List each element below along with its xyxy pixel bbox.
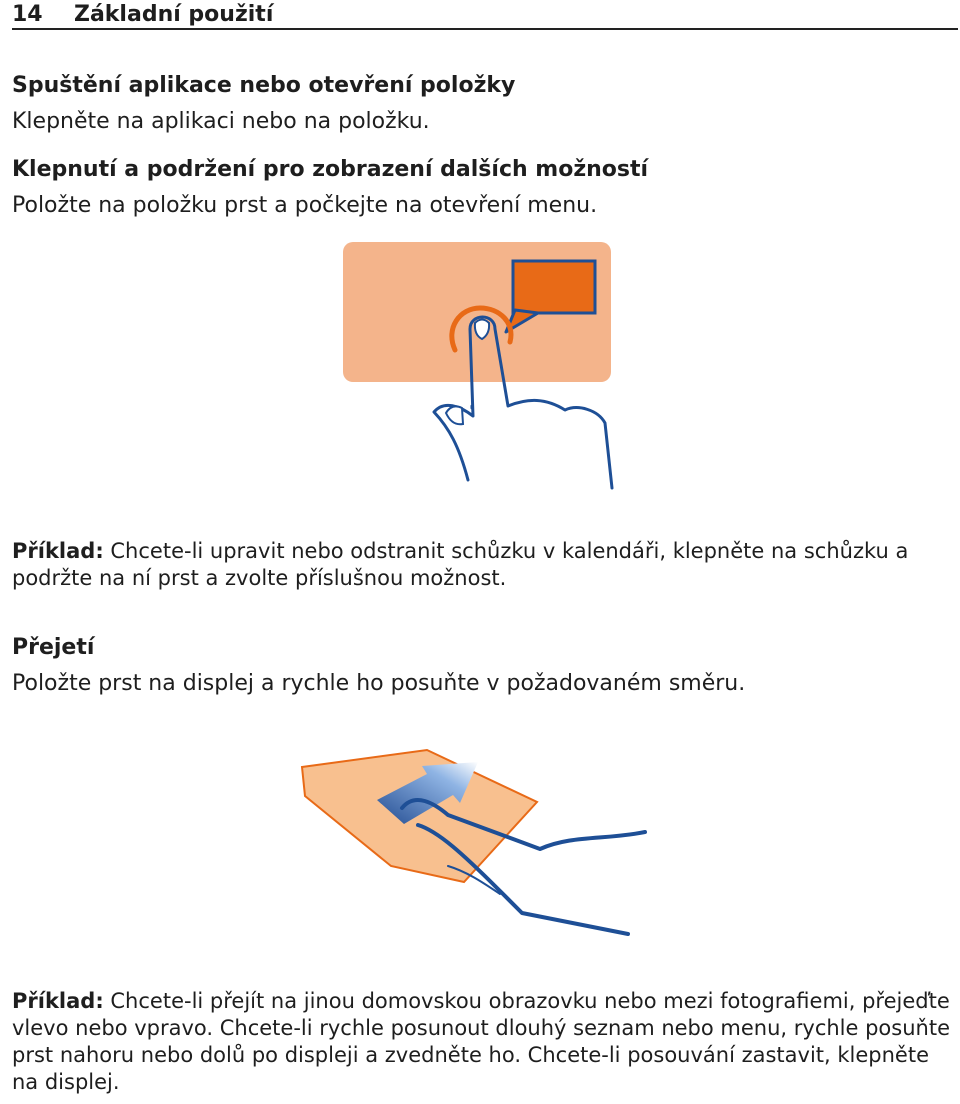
open-item-heading: Spuštění aplikace nebo otevření položky — [12, 73, 516, 98]
swipe-card — [302, 750, 537, 882]
example-label: Příklad: — [12, 989, 104, 1013]
page-header — [12, 0, 958, 30]
tap-hold-body: Položte na položku prst a počkejte na otevření menu. — [12, 193, 598, 218]
example-text: Chcete-li upravit nebo odstranit schůzku v kalendáři, klepněte na schůzku a podržte na ní prst a zvolte příslušnou možnost. — [12, 539, 909, 590]
tap-hold-example — [12, 538, 952, 592]
example-label: Příklad: — [12, 539, 104, 563]
open-item-body: Klepněte na aplikaci nebo na položku. — [12, 109, 430, 134]
popup-bubble — [513, 261, 595, 313]
example-text: Chcete-li přejít na jinou domovskou obrazovku nebo mezi fotografiemi, přejeďte vlevo nebo vpravo. Chcete-li rychle posunout dlouhý seznam nebo menu, rychle posuňte prst nahoru nebo dolů po displeji a zvedněte ho. Chcete-li posouvání zastavit, klepněte na displej. — [12, 989, 950, 1094]
swipe-example — [12, 988, 952, 1096]
chapter-title: Základní použití — [74, 2, 274, 27]
page-number: 14 — [12, 2, 43, 27]
tap-hold-heading: Klepnutí a podržení pro zobrazení dalších možností — [12, 157, 649, 182]
swipe-heading: Přejetí — [12, 635, 95, 660]
tap-hold-hand-icon — [330, 238, 630, 493]
swipe-body: Položte prst na displej a rychle ho posuňte v požadovaném směru. — [12, 671, 746, 696]
thumb-nail — [446, 406, 463, 424]
swipe-hand-icon — [290, 740, 670, 945]
